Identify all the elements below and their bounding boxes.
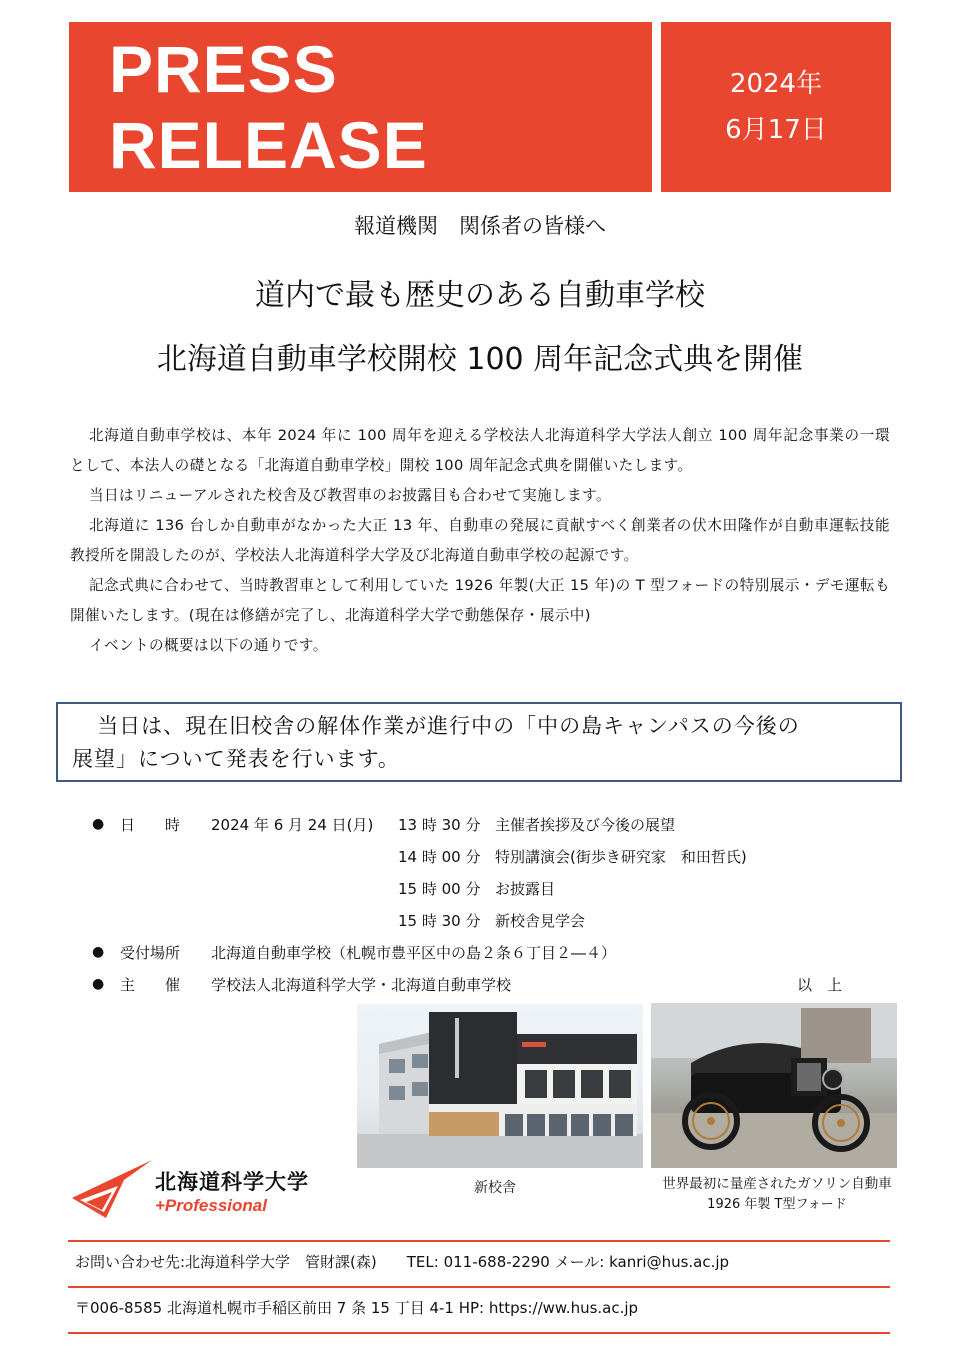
schedule-item: 主催者挨拶及び今後の展望	[495, 816, 676, 834]
release-day: 6月17日	[725, 115, 827, 145]
venue-value: 北海道自動車学校（札幌市豊平区中の島２条６丁目２―４）	[211, 944, 617, 962]
release-year: 2024年	[729, 69, 823, 99]
university-tagline: +Professional	[155, 1196, 267, 1215]
schedule-item: お披露目	[495, 880, 556, 898]
schedule-time: 14 時 00 分	[398, 848, 481, 866]
release-date-box	[661, 22, 891, 192]
university-name: 北海道科学大学	[155, 1170, 309, 1194]
model-t-ford-photo	[651, 1003, 897, 1168]
host-value: 学校法人北海道科学大学・北海道自動車学校	[211, 976, 512, 994]
schedule-item: 特別講演会(街歩き研究家 和田哲氏)	[495, 848, 747, 866]
body-paragraph: 北海道に 136 台しか自動車がなかった大正 13 年、自動車の発展に貢献すべく創業者の伏木田隆作が自動車運転技能教授所を開設したのが、学校法人北海道科学大学及び北海道自動車学校の起源です。	[70, 517, 890, 564]
university-logo-mark-icon	[72, 1160, 152, 1218]
schedule-time: 15 時 30 分	[398, 912, 481, 930]
footer-divider	[68, 1286, 890, 1288]
car-caption-line-2: 1926 年製 T型フォード	[707, 1197, 847, 1212]
addressee-line: 報道機関 関係者の皆様へ	[354, 214, 606, 238]
schedule-time: 15 時 00 分	[398, 880, 481, 898]
press-release-title: PRESS RELEASE	[109, 32, 428, 182]
press-release-banner	[69, 22, 652, 192]
bullet-icon: ●	[92, 976, 105, 992]
schedule-item: 新校舎見学会	[495, 912, 586, 930]
university-logo	[72, 1160, 332, 1220]
body-paragraph: 記念式典に合わせて、当時教習車として利用していた 1926 年製(大正 15 年)の T 型フォードの特別展示・デモ運転も開催いたします。(現在は修繕が完了し、北海道科学大学で動態保存・展示中)	[70, 577, 890, 624]
body-paragraph: 当日はリニューアルされた校舎及び教習車のお披露目も合わせて実施します。	[88, 487, 611, 504]
announcement-box	[56, 702, 902, 782]
closing-mark: 以 上	[797, 976, 843, 994]
address-info: 〒006-8585 北海道札幌市手稲区前田 7 条 15 丁目 4-1 HP: https://ww.hus.ac.jp	[75, 1299, 639, 1317]
bullet-icon: ●	[92, 816, 105, 832]
bullet-icon: ●	[92, 944, 105, 960]
event-date: 2024 年 6 月 24 日(月)	[211, 816, 374, 834]
contact-info: お問い合わせ先:北海道科学大学 管財課(森) TEL: 011-688-2290 メール: kanri@hus.ac.jp	[75, 1253, 730, 1271]
building-caption: 新校舎	[474, 1180, 516, 1196]
host-label: 主 催	[120, 976, 181, 994]
body-paragraph: 北海道自動車学校は、本年 2024 年に 100 周年を迎える学校法人北海道科学大学法人創立 100 周年記念事業の一環として、本法人の礎となる「北海道自動車学校」開校 100 周年記念式典を開催いたします。	[70, 427, 890, 474]
venue-label: 受付場所	[120, 944, 181, 962]
schedule-time: 13 時 30 分	[398, 816, 481, 834]
footer-divider	[68, 1240, 890, 1242]
body-paragraphs	[70, 421, 890, 661]
headline-line-1: 道内で最も歴史のある自動車学校	[255, 278, 705, 313]
datetime-label: 日 時	[120, 816, 181, 834]
announcement-line-1: 当日は、現在旧校舎の解体作業が進行中の「中の島キャンパスの今後の	[97, 714, 800, 738]
body-paragraph: イベントの概要は以下の通りです。	[88, 637, 328, 654]
car-caption-line-1: 世界最初に量産されたガソリン自動車	[662, 1176, 892, 1192]
announcement-line-2: 展望」について発表を行います。	[72, 747, 400, 771]
footer-divider	[68, 1332, 890, 1334]
new-building-photo	[357, 1004, 643, 1168]
headline-line-2: 北海道自動車学校開校 100 周年記念式典を開催	[156, 342, 804, 377]
